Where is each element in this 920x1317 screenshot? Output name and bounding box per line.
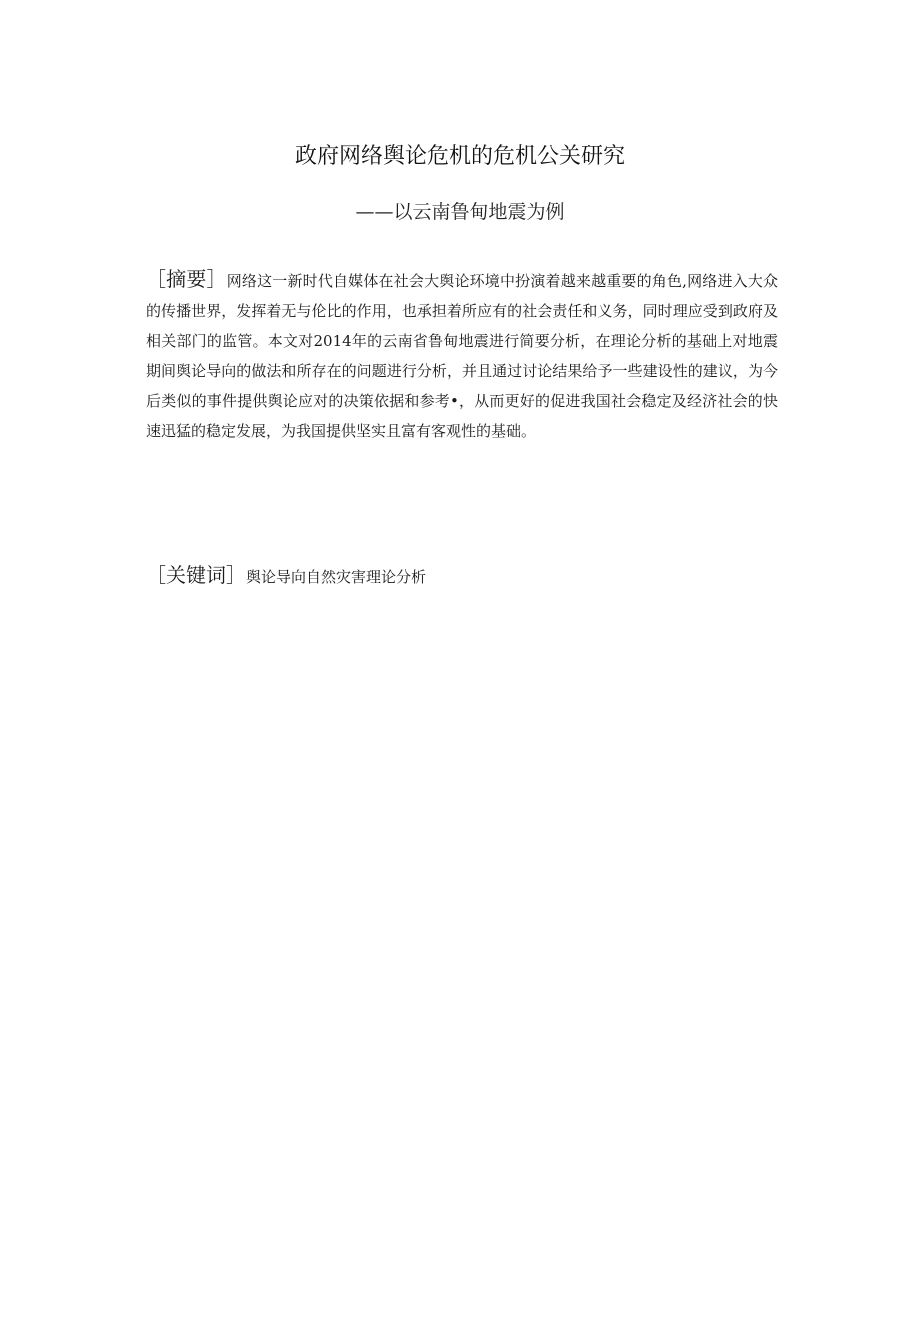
keywords-label: ［关键词］ xyxy=(146,563,246,587)
keywords-text: 舆论导向自然灾害理论分析 xyxy=(246,568,427,586)
abstract-label: ［摘要］ xyxy=(146,267,227,291)
abstract-section xyxy=(146,264,778,446)
document-subtitle: ——以云南鲁甸地震为例 xyxy=(355,201,565,223)
abstract-text: 网络这一新时代自媒体在社会大舆论环境中扮演着越来越重要的角色,网络进入大众的传播世界，发挥着无与伦比的作用，也承担着所应有的社会责任和义务，同时理应受到政府及相关部门的监管。本文对2014年的云南省鲁甸地震进行简要分析，在理论分析的基础上对地震期间舆论导向的做法和所存在的问题进行分析，并且通过讨论结果给予一些建设性的建议，为今后类似的事件提供舆论应对的决策依据和参考•，从而更好的促进我国社会稳定及经济社会的快速迅猛的稳定发展，为我国提供坚实且富有客观性的基础。 xyxy=(146,272,779,440)
document-title: 政府网络舆论危机的危机公关研究 xyxy=(294,144,625,169)
keywords-section xyxy=(146,560,778,592)
